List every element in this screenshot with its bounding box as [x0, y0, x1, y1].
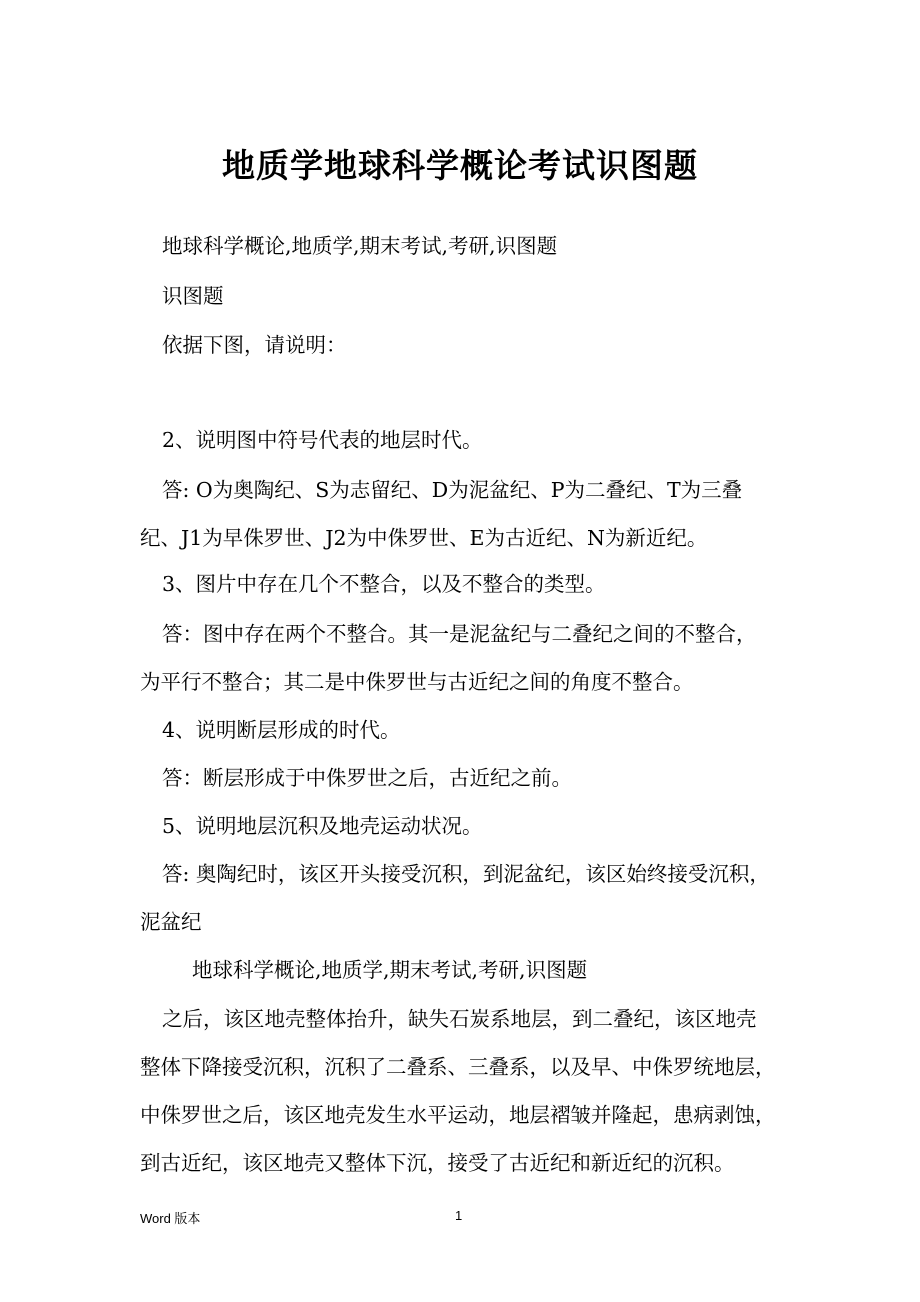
footer-label: Word 版本 [140, 1211, 201, 1226]
keywords-repeat-line: 地球科学概论,地质学,期末考试,考研,识图题 [192, 958, 588, 982]
answer-5-line-2: 泥盆纪 [140, 910, 202, 934]
answer-2-line-2: 纪、J1为早侏罗世、J2为中侏罗世、E为古近纪、N为新近纪。 [140, 526, 708, 550]
answer-5-line-5: 中侏罗世之后，该区地壳发生水平运动，地层褶皱并隆起，患病剥蚀， [140, 1103, 776, 1127]
answer-5-line-4: 整体下降接受沉积，沉积了二叠系、三叠系，以及早、中侏罗统地层， [140, 1055, 776, 1079]
answer-4: 答：断层形成于中侏罗世之后，古近纪之前。 [162, 766, 572, 790]
document-title: 地质学地球科学概论考试识图题 [222, 146, 698, 185]
question-3: 3、图片中存在几个不整合，以及不整合的类型。 [162, 572, 606, 596]
section-heading: 识图题 [162, 284, 224, 308]
answer-5-line-6: 到古近纪，该区地壳又整体下沉，接受了古近纪和新近纪的沉积。 [140, 1151, 735, 1175]
answer-5-line-3: 之后，该区地壳整体抬升，缺失石炭系地层，到二叠纪，该区地壳 [162, 1007, 757, 1031]
keywords-line: 地球科学概论,地质学,期末考试,考研,识图题 [162, 234, 558, 258]
question-5: 5、说明地层沉积及地壳运动状况。 [162, 814, 483, 838]
intro-text: 依据下图，请说明： [162, 333, 347, 357]
page-number: 1 [455, 1208, 463, 1223]
question-4: 4、说明断层形成的时代。 [162, 718, 401, 742]
answer-3-line-2: 为平行不整合；其二是中侏罗世与古近纪之间的角度不整合。 [140, 670, 694, 694]
answer-3-line-1: 答：图中存在两个不整合。其一是泥盆纪与二叠纪之间的不整合， [162, 622, 757, 646]
answer-5-line-1: 答: 奥陶纪时，该区开头接受沉积，到泥盆纪，该区始终接受沉积， [162, 862, 770, 886]
answer-2-line-1: 答: O为奥陶纪、S为志留纪、D为泥盆纪、P为二叠纪、T为三叠 [162, 478, 743, 502]
question-2: 2、说明图中符号代表的地层时代。 [162, 428, 483, 452]
